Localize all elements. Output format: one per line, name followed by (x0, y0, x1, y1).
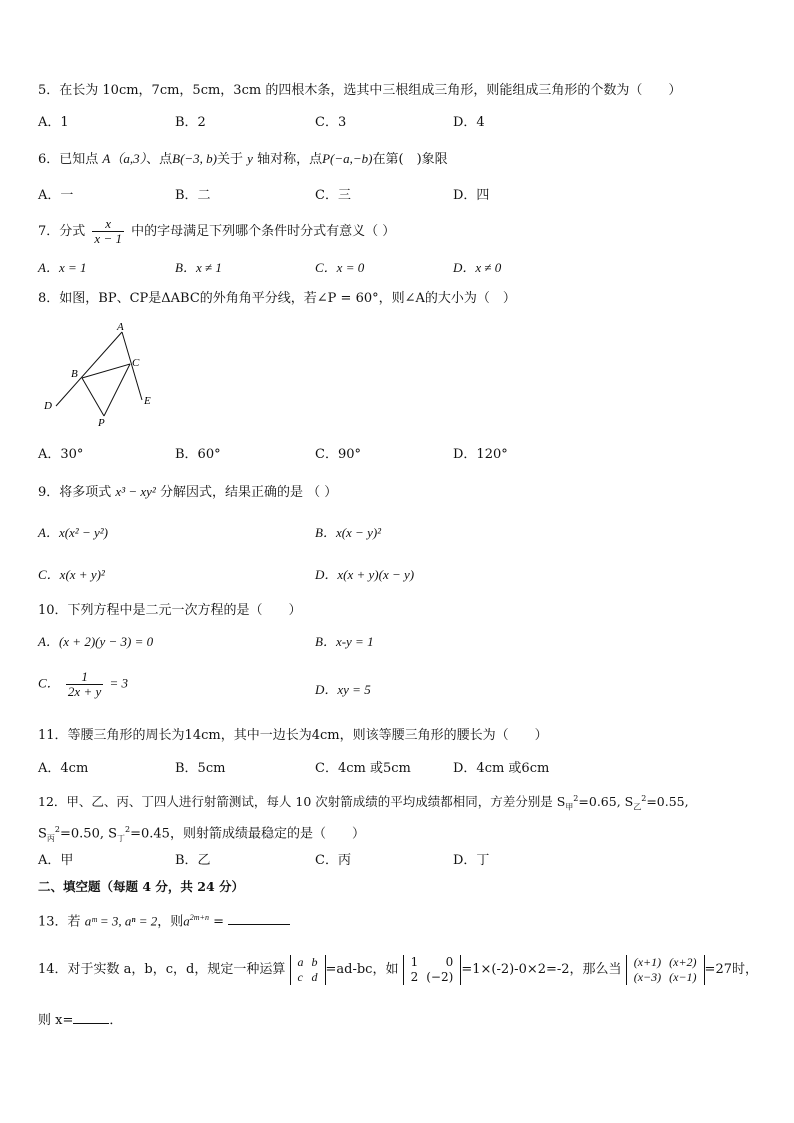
q8-line-cp (104, 364, 130, 416)
q12-stem-line1 (38, 790, 689, 817)
q14-def-c: c (297, 969, 303, 984)
q12-sub-bing: 丙 (46, 833, 55, 843)
q14-q-21: (x−3) (633, 969, 662, 984)
q6-stem-about: 关于 (217, 152, 244, 167)
q8-label-d: D (44, 400, 52, 412)
q10-option-d[interactable]: D．xy = 5 (315, 682, 371, 697)
q12-value-jia: =0.65, S (578, 794, 634, 810)
q11-option-d[interactable]: D．4cm 或6cm (453, 761, 550, 776)
q12-sub-jia: 甲 (565, 802, 574, 812)
q8-label-c: C (132, 357, 140, 369)
q8-option-a[interactable]: A．30° (38, 447, 84, 462)
q14-def-a: a (297, 954, 304, 969)
q8-label-a: A (117, 321, 124, 333)
q7-stem-post: 中的字母满足下列哪个条件时分式有意义（ ） (131, 224, 396, 239)
q6-stem-mid: 、点 (146, 152, 173, 167)
q11-stem: 11．等腰三角形的周长为14cm，其中一边长为4cm，则该等腰三角形的腰长为（ ） (38, 728, 548, 743)
q14-ex-22: (−2) (426, 969, 454, 984)
q10-option-c-numerator: 1 (66, 670, 103, 685)
q10-stem: 10．下列方程中是二元一次方程的是（ ） (38, 603, 302, 618)
q8-label-p: P (98, 417, 105, 429)
q7-fraction-denominator: x − 1 (94, 231, 122, 246)
q12-value-bing: =0.50, S (60, 826, 118, 842)
q14-q-22: (x−1) (669, 969, 697, 984)
q10-option-c-rhs: = 3 (109, 675, 129, 691)
q14-def-d: d (311, 969, 318, 984)
q9-stem-pre: 9．将多项式 (38, 485, 112, 500)
q14-q-11: (x+1) (633, 954, 662, 969)
q9-expression: x³ − xy² (115, 484, 156, 499)
q14-q-12: (x+2) (669, 954, 697, 969)
q5-option-b[interactable]: B．2 (175, 115, 206, 130)
q12-value-ding: =0.45，则射箭成绩最稳定的是（ ） (130, 826, 365, 842)
q12-sq-yi: 2 (641, 794, 647, 803)
q6-point-b: B(−3, b) (172, 151, 218, 166)
q7-stem (38, 217, 395, 246)
q9-option-c[interactable]: C．x(x + y)² (38, 567, 105, 582)
q8-line-bp (82, 378, 104, 416)
q8-option-d[interactable]: D．120° (453, 447, 508, 462)
q14-ex-11: 1 (410, 954, 419, 969)
q8-label-b: B (71, 368, 78, 380)
q9-stem-post: 分解因式，结果正确的是 （ ） (159, 485, 338, 500)
q14-def-eq: =ad-bc，如 (325, 962, 399, 977)
q14-stem-pre: 14．对于实数 a，b，c，d，规定一种运算 (38, 962, 286, 977)
q12-stem-start: 12．甲、乙、丙、丁四人进行射箭测试，每人 10 次射箭成绩的平均成绩都相同，方差分别是 S (38, 794, 566, 810)
q11-option-b[interactable]: B．5cm (175, 761, 226, 776)
q6-stem (38, 150, 448, 169)
q6-point-p: P(−a,−b) (322, 151, 373, 166)
q8-stem: 8．如图，BP、CP是ΔABC的外角角平分线，若∠P = 60°，则∠A的大小为（ ） (38, 291, 516, 306)
q7-fraction (92, 217, 124, 246)
q14-answer-label: 则 x= (38, 1013, 74, 1028)
q13-stem-pre: 13．若 (38, 914, 81, 930)
q7-option-c[interactable]: C．x = 0 (315, 260, 365, 275)
q14-def-determinant (290, 955, 326, 985)
q5-stem: 5．在长为 10cm，7cm，5cm，3cm 的四根木条，选其中三根组成三角形，则能组成三角形的个数为（ ） (38, 83, 682, 98)
q10-option-a[interactable]: A．(x + 2)(y − 3) = 0 (38, 634, 154, 649)
q6-stem-end: 在第( )象限 (372, 152, 448, 167)
q12-sub-yi: 乙 (633, 802, 642, 812)
q12-sq-bing: 2 (54, 825, 60, 834)
q14-answer-line (38, 1011, 122, 1030)
q11-option-c[interactable]: C．4cm 或5cm (315, 761, 411, 776)
section2-title: 二、填空题（每题 4 分，共 24 分） (38, 879, 245, 894)
q13-exponent: 2m+n (189, 913, 209, 922)
q11-option-a[interactable]: A．4cm (38, 761, 89, 776)
q14-def-b: b (311, 954, 318, 969)
q13-equals: = (213, 914, 224, 930)
q9-option-b[interactable]: B．x(x − y)² (315, 525, 382, 540)
q14-question-eq: =27时， (704, 962, 758, 977)
q6-option-a[interactable]: A．一 (38, 188, 74, 203)
q6-stem-start: 6．已知点 (38, 152, 99, 167)
q6-option-b[interactable]: B．二 (175, 188, 211, 203)
q6-stem-sym: 轴对称，点 (257, 152, 323, 167)
q14-ex-12: 0 (445, 954, 454, 969)
q12-option-b[interactable]: B．乙 (175, 853, 211, 868)
q12-sub-ding: 丁 (117, 833, 126, 843)
q14-stem (38, 948, 758, 992)
q5-option-d[interactable]: D．4 (453, 115, 485, 130)
q12-option-c[interactable]: C．丙 (315, 853, 351, 868)
q7-option-d[interactable]: D．x ≠ 0 (453, 260, 502, 275)
q13-base: a (183, 913, 190, 929)
q5-option-c[interactable]: C．3 (315, 115, 347, 130)
q12-option-d[interactable]: D．丁 (453, 853, 490, 868)
q7-fraction-numerator: x (92, 217, 124, 232)
q14-example-determinant (403, 955, 462, 985)
q12-value-yi: =0.55, (646, 794, 689, 810)
q14-answer-blank[interactable] (73, 1011, 109, 1024)
q6-axis: y (247, 151, 253, 166)
q13-condition: aᵐ = 3, aⁿ = 2 (84, 913, 158, 929)
q14-question-determinant (626, 955, 705, 985)
q14-answer-end: ． (109, 1013, 123, 1028)
q9-stem (38, 483, 337, 502)
q10-option-c[interactable] (38, 670, 128, 699)
q13-stem-mid: ，则 (157, 914, 184, 930)
q8-figure (38, 318, 168, 433)
q10-option-c-fraction (66, 670, 103, 699)
q6-point-a: A（a,3） (102, 151, 147, 166)
q8-option-c[interactable]: C．90° (315, 447, 361, 462)
q8-option-b[interactable]: B．60° (175, 447, 221, 462)
q7-option-a[interactable]: A．x = 1 (38, 260, 87, 275)
q5-option-a[interactable]: A．1 (38, 115, 69, 130)
q8-line-bc (82, 364, 130, 378)
q12-sq-jia: 2 (573, 794, 579, 803)
q12-stem-line2 (38, 821, 365, 848)
q7-stem-pre: 7．分式 (38, 224, 86, 239)
q13-answer-blank[interactable] (228, 912, 290, 925)
q12-sq-ding: 2 (125, 825, 131, 834)
q10-option-b[interactable]: B．x-y = 1 (315, 634, 374, 649)
q10-option-c-label: C． (38, 675, 60, 691)
q9-option-a[interactable]: A．x(x² − y²) (38, 525, 108, 540)
q13-stem (38, 909, 290, 931)
q6-option-d[interactable]: D．四 (453, 188, 490, 203)
q14-ex-21: 2 (410, 969, 419, 984)
q12-option-a[interactable]: A．甲 (38, 853, 74, 868)
q9-option-d[interactable]: D．x(x + y)(x − y) (315, 567, 415, 582)
q8-label-e: E (144, 395, 151, 407)
q12-s-bing: S (38, 826, 47, 842)
q14-example-eq: =1×(-2)-0×2=-2，那么当 (461, 962, 622, 977)
q10-option-c-denominator: 2x + y (67, 684, 102, 699)
q6-option-c[interactable]: C．三 (315, 188, 351, 203)
q7-option-b[interactable]: B．x ≠ 1 (175, 260, 222, 275)
